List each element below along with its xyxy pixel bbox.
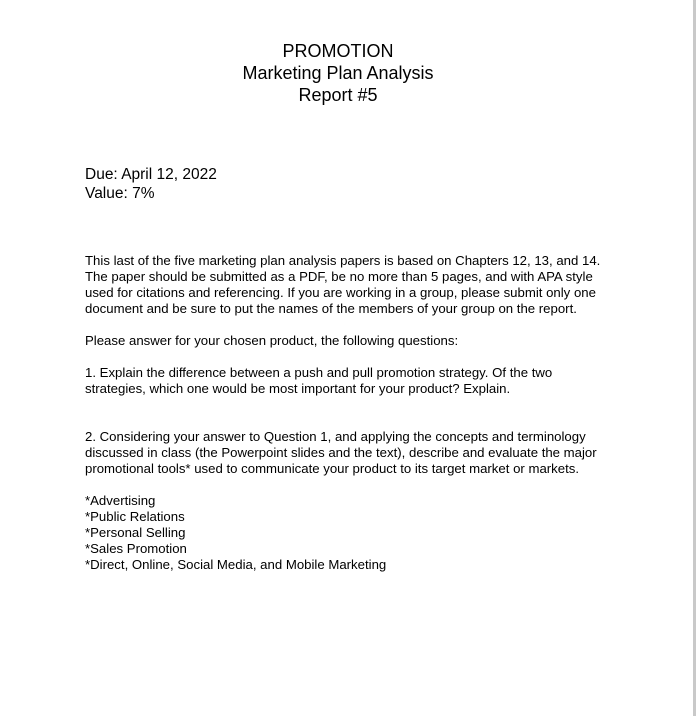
prompt-paragraph: Please answer for your chosen product, the following questions:	[85, 333, 459, 348]
intro-paragraph: This last of the five marketing plan analysis papers is based on Chapters 12, 13, and 14. The paper should be submitted as a PDF, be no more than 5 pages, and with APA style used for citations and referencing. If you are working in a group, please submit only one document and be sure to put the names of the members of your group on the report.	[85, 253, 601, 316]
title-line-promotion: PROMOTION	[282, 41, 394, 61]
assignment-body	[85, 253, 605, 573]
document-title	[0, 40, 676, 106]
list-item: *Personal Selling	[85, 525, 186, 540]
list-item: *Public Relations	[85, 509, 185, 524]
assignment-meta	[85, 165, 217, 203]
list-item: *Direct, Online, Social Media, and Mobile Marketing	[85, 557, 387, 572]
question-2: 2. Considering your answer to Question 1, and applying the concepts and terminology discussed in class (the Powerpoint slides and the text), describe and evaluate the major promotional tools* used to communicate your product to its target market or markets.	[85, 429, 597, 476]
due-date: Due: April 12, 2022	[85, 166, 217, 183]
list-item: *Sales Promotion	[85, 541, 187, 556]
promotional-tools-list	[85, 493, 605, 573]
question-1: 1. Explain the difference between a push and pull promotion strategy. Of the two strategies, which one would be most important for your product? Explain.	[85, 365, 553, 396]
assignment-value: Value: 7%	[85, 185, 155, 202]
title-line-subtitle: Marketing Plan Analysis	[242, 63, 434, 83]
title-line-report-number: Report #5	[298, 85, 378, 105]
list-item: *Advertising	[85, 493, 156, 508]
